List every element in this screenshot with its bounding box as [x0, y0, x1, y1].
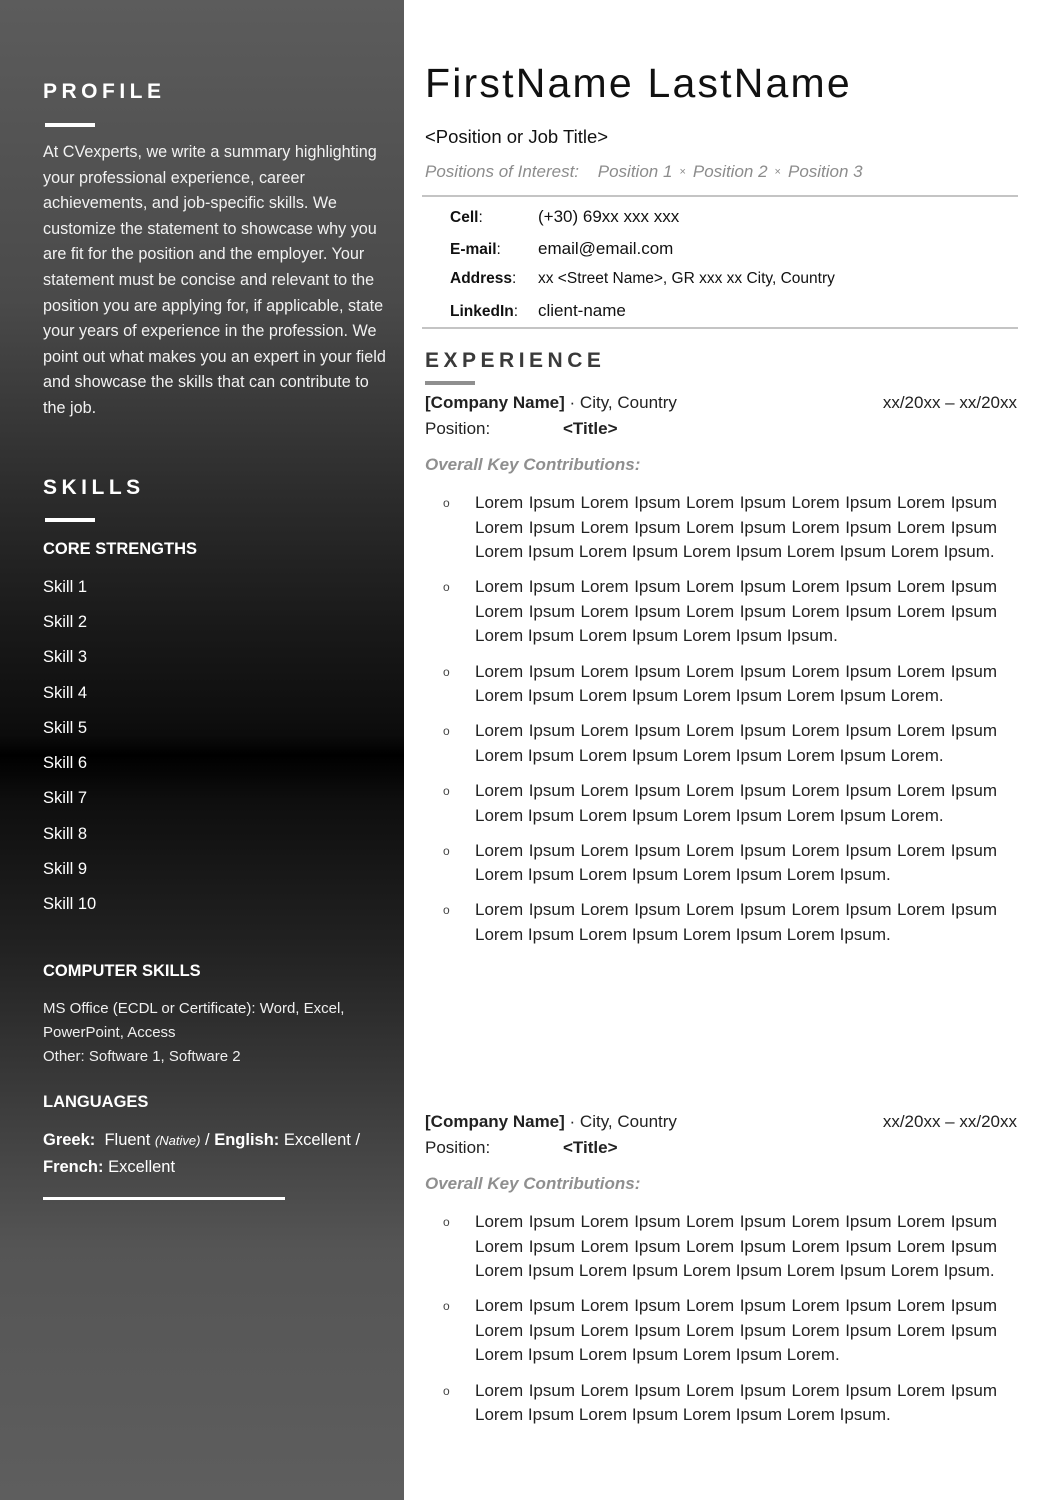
bullet-text: Lorem Ipsum Lorem Ipsum Lorem Ipsum Lorem Ipsum Lorem Ipsum Lorem Ipsum Lorem Ipsum Lorem Ipsum Lorem Ipsum Lorem Ipsum Lorem Ipsum Lorem Ipsum Lorem Ipsum Lorem Ipsum Lorem Ipsum.	[475, 1212, 997, 1281]
languages-text	[43, 1127, 393, 1180]
languages-heading: LANGUAGES	[43, 1093, 149, 1111]
colon: :	[478, 209, 483, 226]
position-label: Position:	[425, 1138, 491, 1157]
job-position	[425, 1138, 1017, 1164]
main-content	[404, 0, 1061, 1500]
bullet-text: Lorem Ipsum Lorem Ipsum Lorem Ipsum Lorem Ipsum Lorem Ipsum Lorem Ipsum Lorem Ipsum Lorem Ipsum Lorem Ipsum Lorem.	[475, 661, 997, 706]
colon: :	[496, 241, 501, 258]
list-item	[425, 839, 1017, 888]
experience-heading: EXPERIENCE	[425, 349, 606, 372]
position-title: <Title>	[563, 1138, 618, 1157]
job-entry	[425, 1112, 1017, 1438]
address-label: Address	[450, 270, 513, 287]
skill-item: Skill 10	[43, 895, 97, 913]
skills-rule	[45, 518, 95, 522]
contact-divider	[422, 327, 1018, 329]
lang-separator: /	[205, 1131, 210, 1149]
computer-skills-office: MS Office (ECDL or Certificate): Word, Excel, PowerPoint, Access	[43, 1000, 345, 1041]
position-title: <Title>	[563, 419, 618, 438]
company-location: · City, Country	[564, 1112, 677, 1131]
list-item	[425, 1294, 1017, 1368]
job-dates: xx/20xx – xx/20xx	[882, 393, 1017, 412]
circle-bullet-icon: o	[443, 843, 450, 858]
contributions-list	[425, 491, 1017, 948]
header-divider	[422, 195, 1018, 197]
bullet-text: Lorem Ipsum Lorem Ipsum Lorem Ipsum Lorem Ipsum Lorem Ipsum Lorem Ipsum Lorem Ipsum Lorem Ipsum Lorem Ipsum Lorem Ipsum Lorem Ipsum Lorem Ipsum Lorem Ipsum Lorem.	[475, 1296, 997, 1365]
positions-label: Positions of Interest:	[425, 162, 580, 181]
circle-bullet-icon: o	[443, 580, 450, 595]
sidebar-bottom-rule	[43, 1197, 285, 1200]
lang-greek-label: Greek:	[43, 1131, 96, 1149]
circle-bullet-icon: o	[443, 664, 450, 679]
computer-skills-heading: COMPUTER SKILLS	[43, 962, 201, 980]
linkedin-label: LinkedIn	[450, 303, 514, 320]
circle-bullet-icon: o	[443, 903, 450, 918]
contributions-label: Overall Key Contributions:	[425, 455, 641, 474]
skill-item: Skill 8	[43, 825, 88, 843]
circle-bullet-icon: o	[443, 783, 450, 798]
contact-address	[450, 270, 835, 288]
contributions-list	[425, 1210, 1017, 1428]
core-strengths-heading: CORE STRENGTHS	[43, 540, 198, 558]
experience-rule	[425, 381, 475, 385]
lang-separator: /	[355, 1131, 361, 1149]
colon: :	[512, 270, 517, 287]
profile-rule	[45, 123, 95, 127]
circle-bullet-icon: o	[443, 1215, 450, 1229]
computer-skills-text	[43, 997, 393, 1069]
job-header	[425, 393, 1017, 419]
email-value[interactable]: email@email.com	[538, 239, 674, 258]
contact-email	[450, 239, 673, 259]
skill-item: Skill 9	[43, 860, 88, 878]
list-item	[425, 898, 1017, 947]
lang-greek-note: (Native)	[154, 1133, 201, 1148]
circle-bullet-icon: o	[443, 724, 450, 739]
separator-icon: ×	[679, 166, 686, 178]
skill-item: Skill 2	[43, 613, 88, 631]
contact-linkedin	[450, 301, 626, 321]
circle-bullet-icon: o	[443, 1383, 450, 1398]
lang-english-label: English:	[214, 1131, 280, 1149]
company-location: · City, Country	[564, 393, 677, 412]
cell-value: (+30) 69xx xxx xxx	[538, 207, 680, 226]
job-dates: xx/20xx – xx/20xx	[882, 1112, 1017, 1131]
lang-french-label: French:	[43, 1158, 104, 1176]
linkedin-value[interactable]: client-name	[538, 301, 626, 320]
job-position	[425, 419, 1017, 445]
profile-heading: PROFILE	[43, 80, 166, 103]
positions-of-interest	[425, 162, 863, 182]
job-title: <Position or Job Title>	[425, 126, 609, 147]
bullet-text: Lorem Ipsum Lorem Ipsum Lorem Ipsum Lorem Ipsum Lorem Ipsum Lorem Ipsum Lorem Ipsum Lorem Ipsum Lorem Ipsum Lorem.	[475, 721, 997, 765]
skill-item: Skill 6	[43, 754, 88, 772]
job-header	[425, 1112, 1017, 1138]
address-value: xx <Street Name>, GR xxx xx City, Country	[538, 270, 835, 287]
list-item	[425, 719, 1017, 768]
list-item	[425, 575, 1017, 649]
bullet-text: Lorem Ipsum Lorem Ipsum Lorem Ipsum Lorem Ipsum Lorem Ipsum Lorem Ipsum Lorem Ipsum Lorem Ipsum Lorem Ipsum Lorem Ipsum Lorem Ipsum Lorem Ipsum Lorem Ipsum Ipsum.	[475, 577, 997, 646]
bullet-text: Lorem Ipsum Lorem Ipsum Lorem Ipsum Lorem Ipsum Lorem Ipsum Lorem Ipsum Lorem Ipsum Lorem Ipsum Lorem Ipsum.	[475, 1380, 997, 1425]
computer-skills-other: Other: Software 1, Software 2	[43, 1048, 241, 1065]
bullet-text: Lorem Ipsum Lorem Ipsum Lorem Ipsum Lorem Ipsum Lorem Ipsum Lorem Ipsum Lorem Ipsum Lorem Ipsum Lorem Ipsum Lorem.	[475, 780, 997, 825]
lang-greek-level: Fluent	[104, 1131, 151, 1149]
separator-icon: ×	[774, 166, 781, 178]
cell-label: Cell	[450, 209, 479, 226]
bullet-text: Lorem Ipsum Lorem Ipsum Lorem Ipsum Lorem Ipsum Lorem Ipsum Lorem Ipsum Lorem Ipsum Lorem Ipsum Lorem Ipsum Lorem Ipsum Lorem Ipsum Lorem Ipsum Lorem Ipsum Lorem Ipsum Lorem Ipsum.	[475, 493, 997, 562]
list-item	[425, 660, 1017, 709]
skill-item: Skill 4	[43, 684, 88, 702]
bullet-text: Lorem Ipsum Lorem Ipsum Lorem Ipsum Lorem Ipsum Lorem Ipsum Lorem Ipsum Lorem Ipsum Lorem Ipsum Lorem Ipsum.	[475, 900, 997, 944]
lang-english-level: Excellent	[283, 1131, 351, 1149]
bullet-text: Lorem Ipsum Lorem Ipsum Lorem Ipsum Lorem Ipsum Lorem Ipsum Lorem Ipsum Lorem Ipsum Lorem Ipsum Lorem Ipsum.	[475, 840, 997, 885]
lang-french-level: Excellent	[108, 1158, 176, 1176]
circle-bullet-icon: o	[443, 1299, 450, 1314]
circle-bullet-icon: o	[443, 496, 450, 510]
list-item	[425, 779, 1017, 828]
company-name: [Company Name]	[425, 1112, 565, 1131]
email-label: E-mail	[450, 241, 497, 258]
candidate-name: FirstName LastName	[425, 60, 852, 106]
position-item: Position 2	[692, 162, 768, 181]
skill-item: Skill 5	[43, 719, 88, 737]
skill-item: Skill 3	[43, 648, 88, 666]
contact-cell	[450, 207, 679, 227]
profile-summary: At CVexperts, we write a summary highlighting your professional experience, career achievements, and job-specific skills. We customize the statement to showcase why you are fit for the position and the employer. Your statement must be concise and relevant to the position you are applying for, if applicable, state your years of experience in the profession. We point out what makes you an expert in your field and showcase the skills that can contribute to the job.	[43, 143, 386, 417]
list-item	[425, 491, 1017, 565]
position-item: Position 1	[597, 162, 673, 181]
skill-item: Skill 1	[43, 578, 88, 596]
company-name: [Company Name]	[425, 393, 565, 412]
sidebar	[0, 0, 404, 1500]
list-item	[425, 1210, 1017, 1284]
job-entry	[425, 393, 1017, 958]
position-item: Position 3	[787, 162, 863, 181]
skills-heading: SKILLS	[43, 476, 145, 499]
position-label: Position:	[425, 419, 491, 438]
contributions-label: Overall Key Contributions:	[425, 1174, 641, 1193]
skill-item: Skill 7	[43, 789, 88, 807]
list-item	[425, 1379, 1017, 1428]
colon: :	[513, 303, 519, 320]
